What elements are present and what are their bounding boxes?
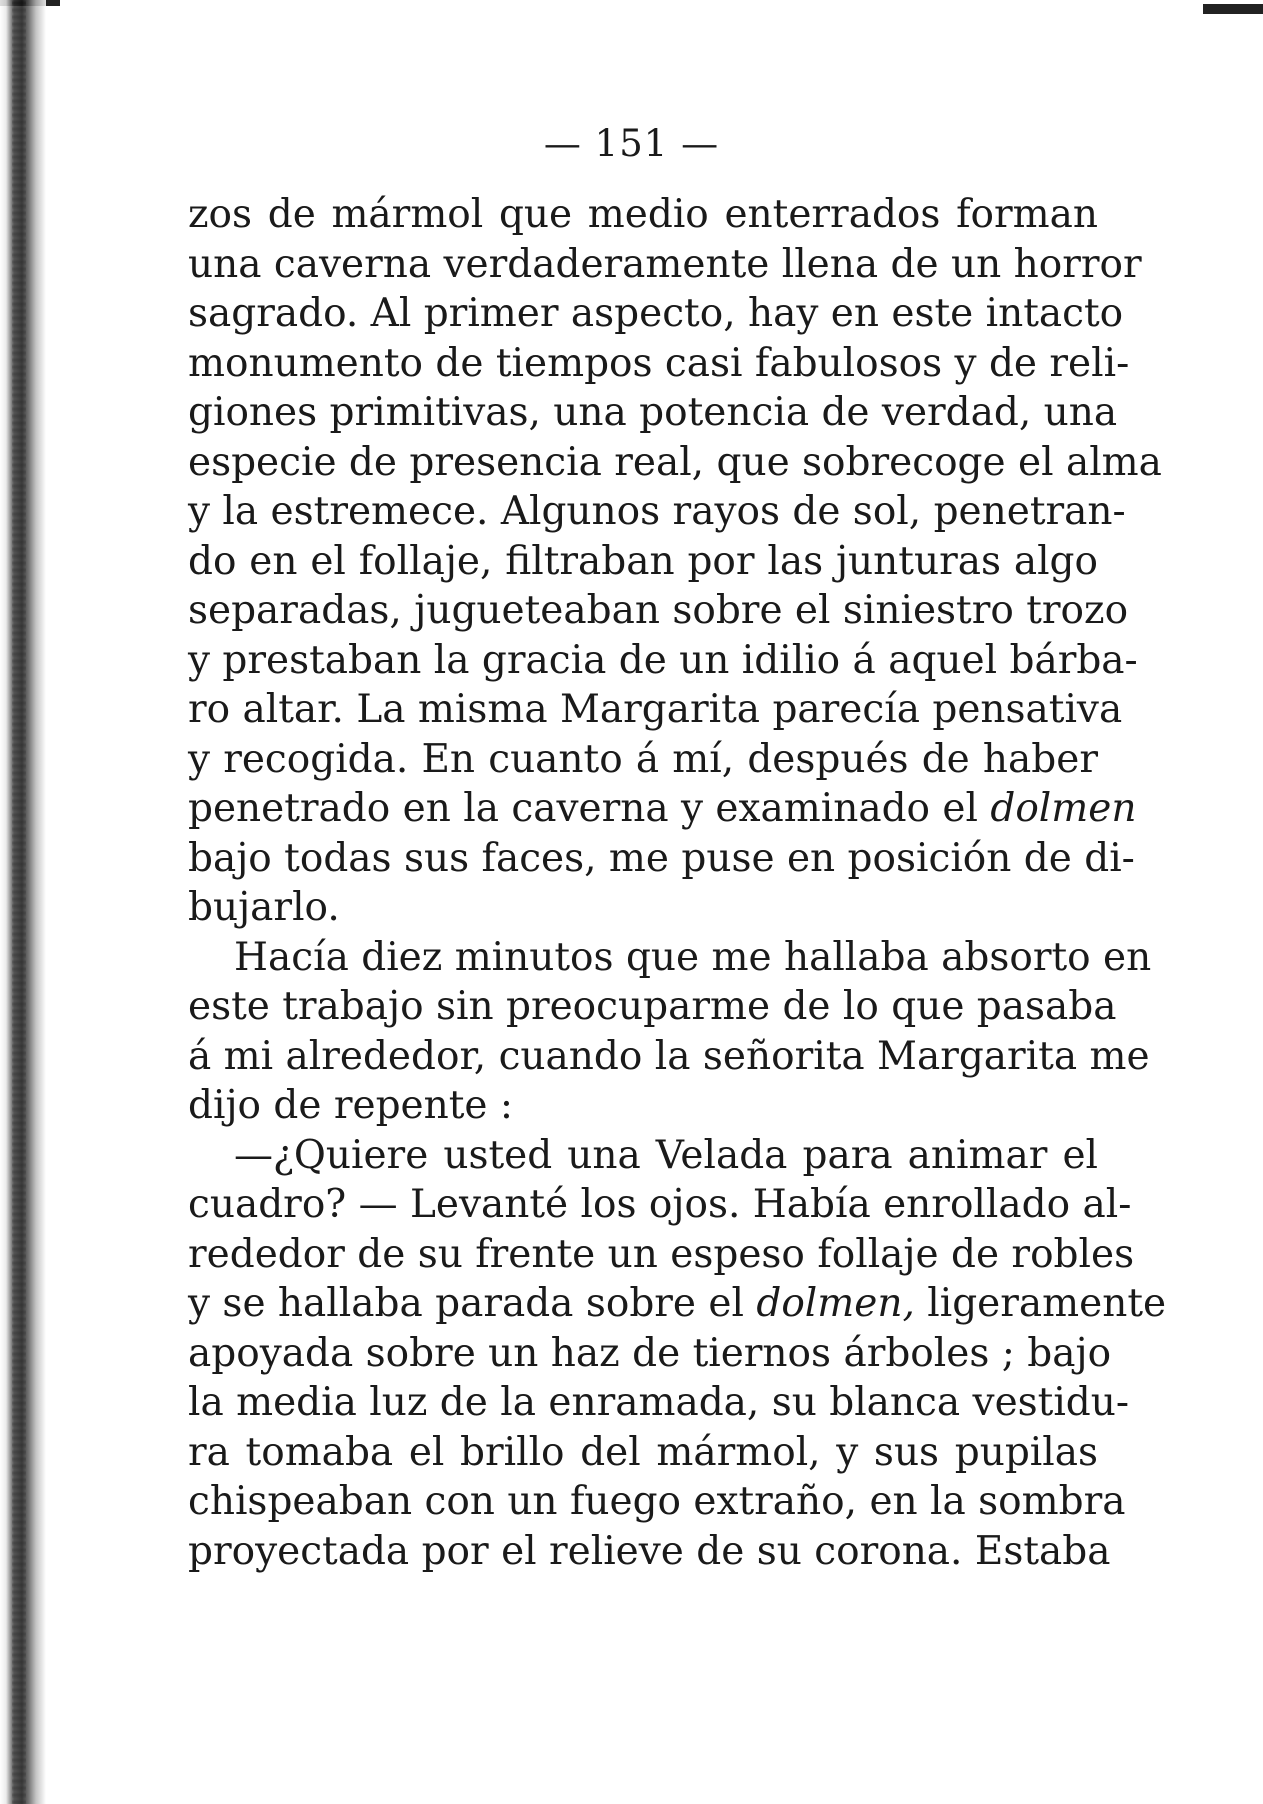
book-binding-edge [0, 0, 46, 1804]
text-line: zos de mármol que medio enterrados forman [188, 192, 1098, 237]
body-text [188, 190, 1167, 1576]
text-line-with-italic [188, 1279, 1167, 1329]
text-line: este trabajo sin preocuparme de lo que pasaba [188, 984, 1117, 1029]
page-number: — 151 — [543, 122, 720, 165]
italic-term-dolmen: dolmen [990, 786, 1137, 831]
text-line: dijo de repente : [188, 1083, 514, 1128]
text-line: cuadro? — Levanté los ojos. Había enrollado al- [188, 1182, 1132, 1227]
text-line: y la estremece. Algunos rayos de sol, penetran- [188, 489, 1126, 534]
text-segment: penetrado en la caverna y examinado el [188, 786, 991, 831]
text-line-paragraph-start: Hacía diez minutos que me hallaba absorto en [234, 934, 1152, 980]
text-line: especie de presencia real, que sobrecoge el alma [188, 439, 1162, 485]
text-line: separadas, jugueteaban sobre el siniestro trozo [188, 588, 1129, 633]
text-line: la media luz de la enramada, su blanca vestidu- [188, 1380, 1130, 1425]
text-line: apoyada sobre un haz de tiernos árboles ; bajo [188, 1330, 1112, 1376]
text-line-with-italic [188, 784, 1137, 834]
text-line: y prestaban la gracia de un idilio á aquel bárba- [188, 637, 1138, 683]
scan-corner-mark-right [1203, 4, 1263, 14]
text-line: y recogida. En cuanto á mí, después de haber [188, 736, 1098, 782]
text-line: monumento de tiempos casi fabulosos y de reli- [188, 340, 1130, 386]
text-line: bajo todas sus faces, me puse en posición de di- [188, 835, 1135, 881]
text-line-paragraph-start: —¿Quiere usted una Velada para animar el [234, 1132, 1098, 1178]
text-line: ra tomaba el brillo del mármol, y sus pupilas [188, 1429, 1098, 1475]
text-line: rededor de su frente un espeso follaje de robles [188, 1231, 1135, 1277]
text-line: giones primitivas, una potencia de verdad, una [188, 390, 1118, 435]
text-segment: y se hallaba parada sobre el [188, 1281, 757, 1326]
text-line: una caverna verdaderamente llena de un horror [188, 241, 1142, 287]
text-segment: ligeramente [914, 1281, 1167, 1326]
italic-term-dolmen: dolmen, [756, 1281, 915, 1326]
text-line: á mi alrededor, cuando la señorita Margarita me [188, 1033, 1150, 1079]
text-line: proyectada por el relieve de su corona. Estaba [188, 1528, 1111, 1574]
text-line: sagrado. Al primer aspecto, hay en este intacto [188, 291, 1124, 336]
text-line: bujarlo. [188, 885, 340, 930]
text-line: chispeaban con un fuego extraño, en la sombra [188, 1479, 1126, 1524]
text-line: ro altar. La misma Margarita parecía pensativa [188, 687, 1123, 732]
text-line: do en el follaje, filtraban por las junturas algo [188, 538, 1098, 584]
